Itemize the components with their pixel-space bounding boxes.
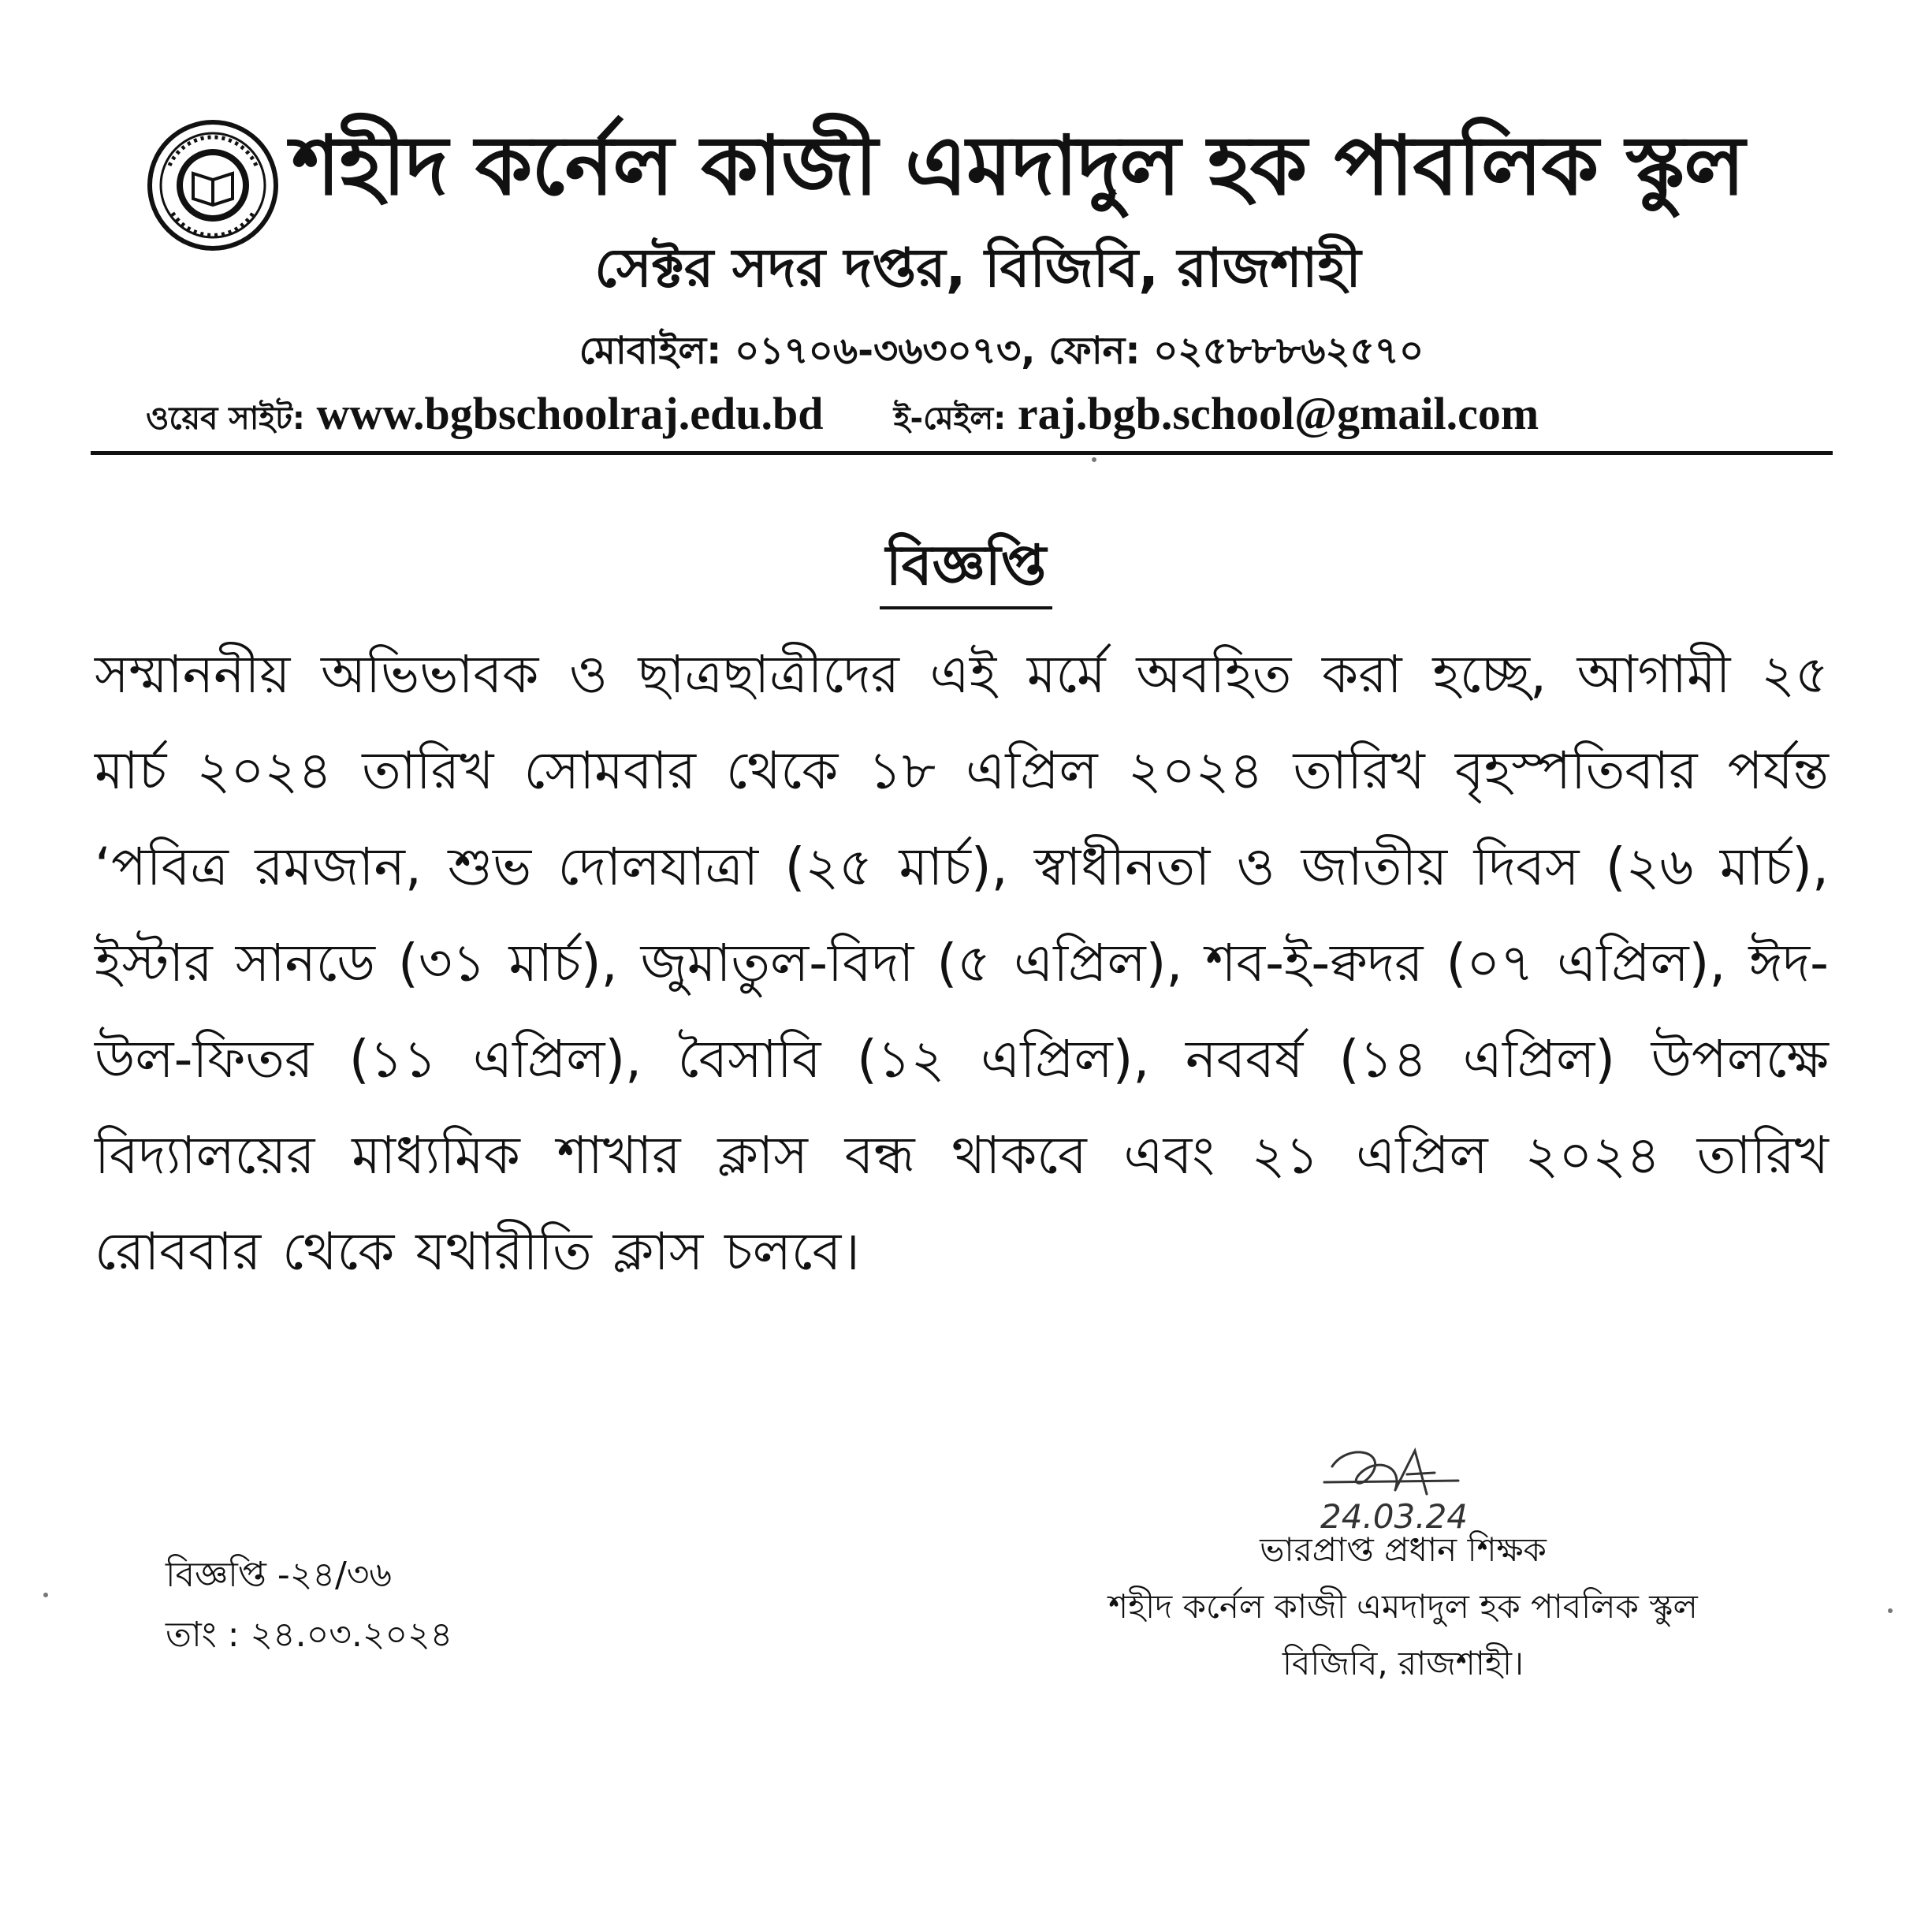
reference-block bbox=[166, 1545, 638, 1665]
header-divider bbox=[91, 451, 1833, 455]
signatory-institution: শহীদ কর্নেল কাজী এমদাদুল হক পাবলিক স্কুল bbox=[1108, 1587, 1698, 1626]
notice-title bbox=[0, 528, 1932, 609]
signature-date: 24.03.24 bbox=[1320, 1497, 1469, 1536]
contact-numbers: মোবাইল: ০১৭০৬-৩৬৩০৭৩, ফোন: ০২৫৮৮৮৬২৫৭০ bbox=[579, 329, 1424, 373]
school-location: সেক্টর সদর দপ্তর, বিজিবি, রাজশাহী bbox=[594, 237, 1361, 300]
website-link[interactable]: www.bgbschoolraj.edu.bd bbox=[316, 388, 824, 439]
notice-body: সম্মাননীয় অভিভাবক ও ছাত্রছাত্রীদের এই মর্মে অবহিত করা হচ্ছে, আগামী ২৫ মার্চ ২০২৪ তারিখ সোমবার থেকে ১৮ এপ্রিল ২০২৪ তারিখ বৃহস্পতিবার পর্যন্ত ‘পবিত্র রমজান, শুভ দোলযাত্রা (২৫ মার্চ), স্বাধীনতা ও জাতীয় দিবস (২৬ মার্চ), ইস্টার সানডে (৩১ মার্চ), জুমাতুল-বিদা (৫ এপ্রিল), শব-ই-ক্বদর (০৭ এপ্রিল), ঈদ-উল-ফিতর (১১ এপ্রিল), বৈসাবি (১২ এপ্রিল), নববর্ষ (১৪ এপ্রিল) উপলক্ষে বিদ্যালয়ের মাধ্যমিক শাখার ক্লাস বন্ধ থাকবে এবং ২১ এপ্রিল ২০২৪ তারিখ রোববার থেকে যথারীতি ক্লাস চলবে। bbox=[95, 644, 1829, 1282]
scan-speck bbox=[43, 1593, 48, 1597]
scan-speck bbox=[1888, 1608, 1893, 1613]
school-emblem-seal-icon bbox=[146, 118, 280, 252]
signatory-location: বিজিবি, রাজশাহী। bbox=[1282, 1644, 1524, 1682]
email-label: ই-মেইল: bbox=[893, 401, 1007, 437]
notice-title-text: বিজ্ঞপ্তি bbox=[880, 528, 1053, 609]
scan-speck bbox=[1092, 457, 1096, 462]
school-name-heading: শহীদ কর্নেল কাজী এমদাদুল হক পাবলিক স্কুল bbox=[292, 117, 1744, 214]
email-link[interactable]: raj.bgb.school@gmail.com bbox=[1017, 388, 1539, 439]
signatory-designation: ভারপ্রাপ্ত প্রধান শিক্ষক bbox=[1260, 1530, 1547, 1569]
website-label: ওয়েব সাইট: bbox=[146, 401, 305, 437]
notice-number: বিজ্ঞপ্তি -২৪/৩৬ bbox=[166, 1555, 393, 1595]
notice-date: তাং : ২৪.০৩.২০২৪ bbox=[166, 1615, 453, 1655]
signatory-block bbox=[1009, 1522, 1797, 1692]
web-contact-row bbox=[146, 386, 1801, 446]
